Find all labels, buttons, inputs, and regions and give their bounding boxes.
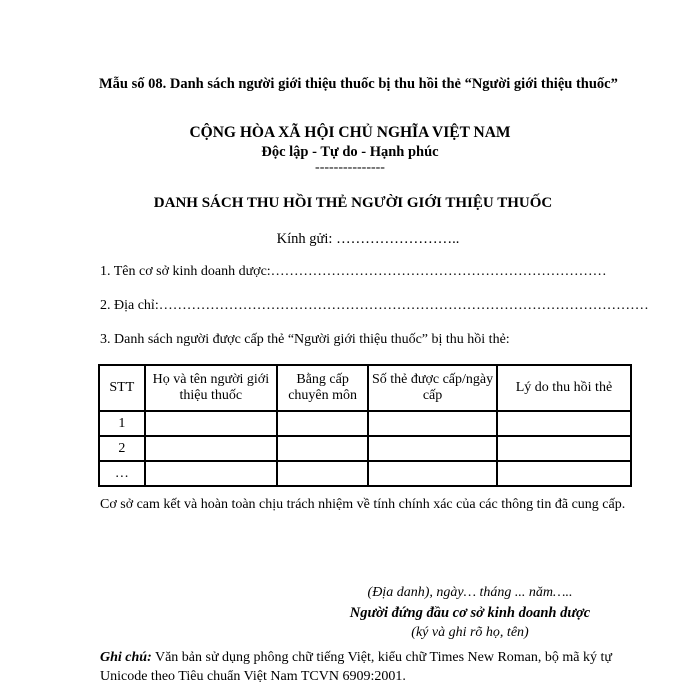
table-row: [99, 436, 631, 461]
table-cell: [368, 461, 497, 486]
addressee-line: Kính gửi: ……………………..: [276, 231, 460, 247]
revocation-table: [98, 364, 632, 487]
table-cell: [145, 436, 277, 461]
signer-note: (ký và ghi rõ họ, tên): [411, 625, 529, 640]
table-cell: [368, 436, 497, 461]
table-cell: [277, 411, 368, 436]
table-cell: [277, 436, 368, 461]
table-row: [99, 461, 631, 486]
table-cell: [145, 411, 277, 436]
place-date-line: (Địa danh), ngày… tháng ... năm…..: [367, 585, 573, 600]
table-cell: 1: [99, 411, 145, 436]
table-cell: 2: [99, 436, 145, 461]
table-cell: [497, 411, 631, 436]
commitment-statement: Cơ sở cam kết và hoàn toàn chịu trách nhiệm về tính chính xác của các thông tin đã cung cấp.: [100, 497, 626, 512]
table-cell: [277, 461, 368, 486]
footnote-label: Ghi chú:: [100, 650, 152, 665]
address-field: 2. Địa chỉ:……………………………………………………………………………………………: [100, 298, 649, 313]
column-header-qualification: Bằng cấp chuyên môn: [277, 365, 368, 411]
signer-title: Người đứng đầu cơ sở kinh doanh dược: [349, 605, 591, 621]
table-cell: [368, 411, 497, 436]
table-cell: [497, 461, 631, 486]
table-cell: [145, 461, 277, 486]
column-header-card-number: Số thẻ được cấp/ngày cấp: [368, 365, 497, 411]
document-title: DANH SÁCH THU HỒI THẺ NGƯỜI GIỚI THIỆU THUỐC: [153, 195, 553, 211]
column-header-name: Họ và tên người giới thiệu thuốc: [145, 365, 277, 411]
form-title: Mẫu số 08. Danh sách người giới thiệu thuốc bị thu hồi thẻ “Người giới thiệu thuốc”: [99, 76, 618, 92]
footnote-text: Văn bản sử dụng phông chữ tiếng Việt, kiểu chữ Times New Roman, bộ mã ký tự Unicode theo Tiêu chuẩn Việt Nam TCVN 6909:2001.: [100, 650, 612, 684]
table-header-row: [99, 365, 631, 411]
table-cell: …: [99, 461, 145, 486]
column-header-reason: Lý do thu hồi thẻ: [497, 365, 631, 411]
column-header-stt: STT: [99, 365, 145, 411]
table-row: [99, 411, 631, 436]
national-name: CỘNG HÒA XÃ HỘI CHỦ NGHĨA VIỆT NAM: [189, 124, 511, 141]
national-motto: Độc lập - Tự do - Hạnh phúc: [261, 144, 439, 160]
list-label: 3. Danh sách người được cấp thẻ “Người giới thiệu thuốc” bị thu hồi thẻ:: [100, 332, 510, 347]
table-cell: [497, 436, 631, 461]
facility-name-field: 1. Tên cơ sở kinh doanh dược:………………………………………………………………: [100, 264, 607, 279]
footnote: [100, 648, 635, 686]
motto-rule: ---------------: [315, 160, 385, 175]
